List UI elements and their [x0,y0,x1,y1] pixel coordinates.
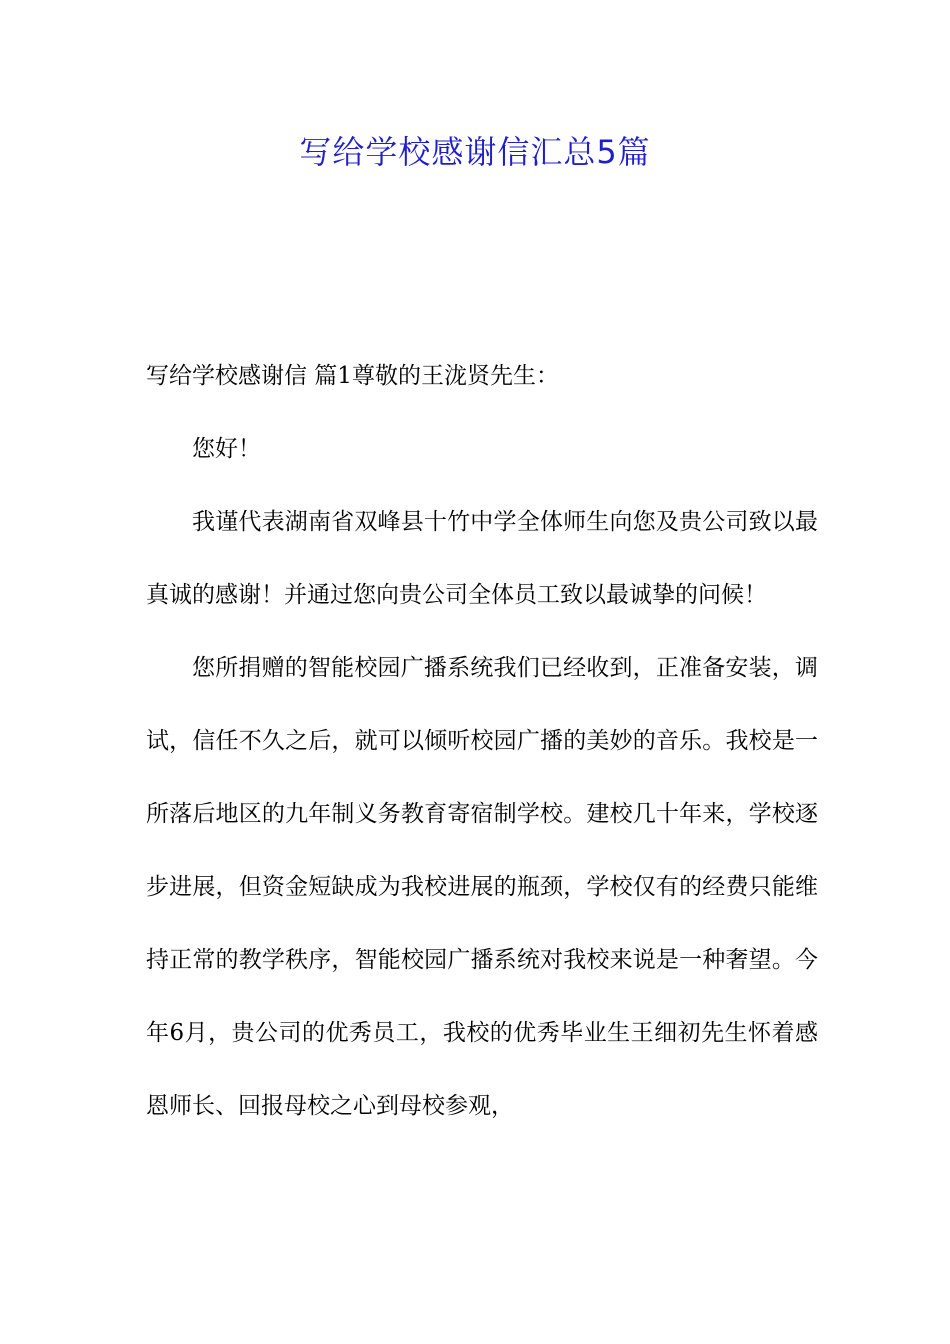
paragraph-thanks: 我谨代表湖南省双峰县十竹中学全体师生向您及贵公司致以最真诚的感谢！并通过您向贵公司全体员工致以最诚挚的问候！ [146,509,818,608]
document-body [146,340,818,1143]
document-title: 写给学校感谢信汇总5篇 [299,133,651,171]
paragraph-donation: 您所捐赠的智能校园广播系统我们已经收到，正准备安装，调试，信任不久之后，就可以倾听校园广播的美妙的音乐。我校是一所落后地区的九年制义务教育寄宿制学校。建校几十年来，学校逐步进展，但资金短缺成为我校进展的瓶颈，学校仅有的经费只能维持正常的教学秩序，智能校园广播系统对我校来说是一种奢望。今年6月，贵公司的优秀员工，我校的优秀毕业生王细初先生怀着感恩师长、回报母校之心到母校参观， [146,655,818,1119]
paragraph-heading: 写给学校感谢信 篇1尊敬的王泷贤先生： [146,363,559,389]
paragraph-greeting: 您好！ [192,436,261,462]
